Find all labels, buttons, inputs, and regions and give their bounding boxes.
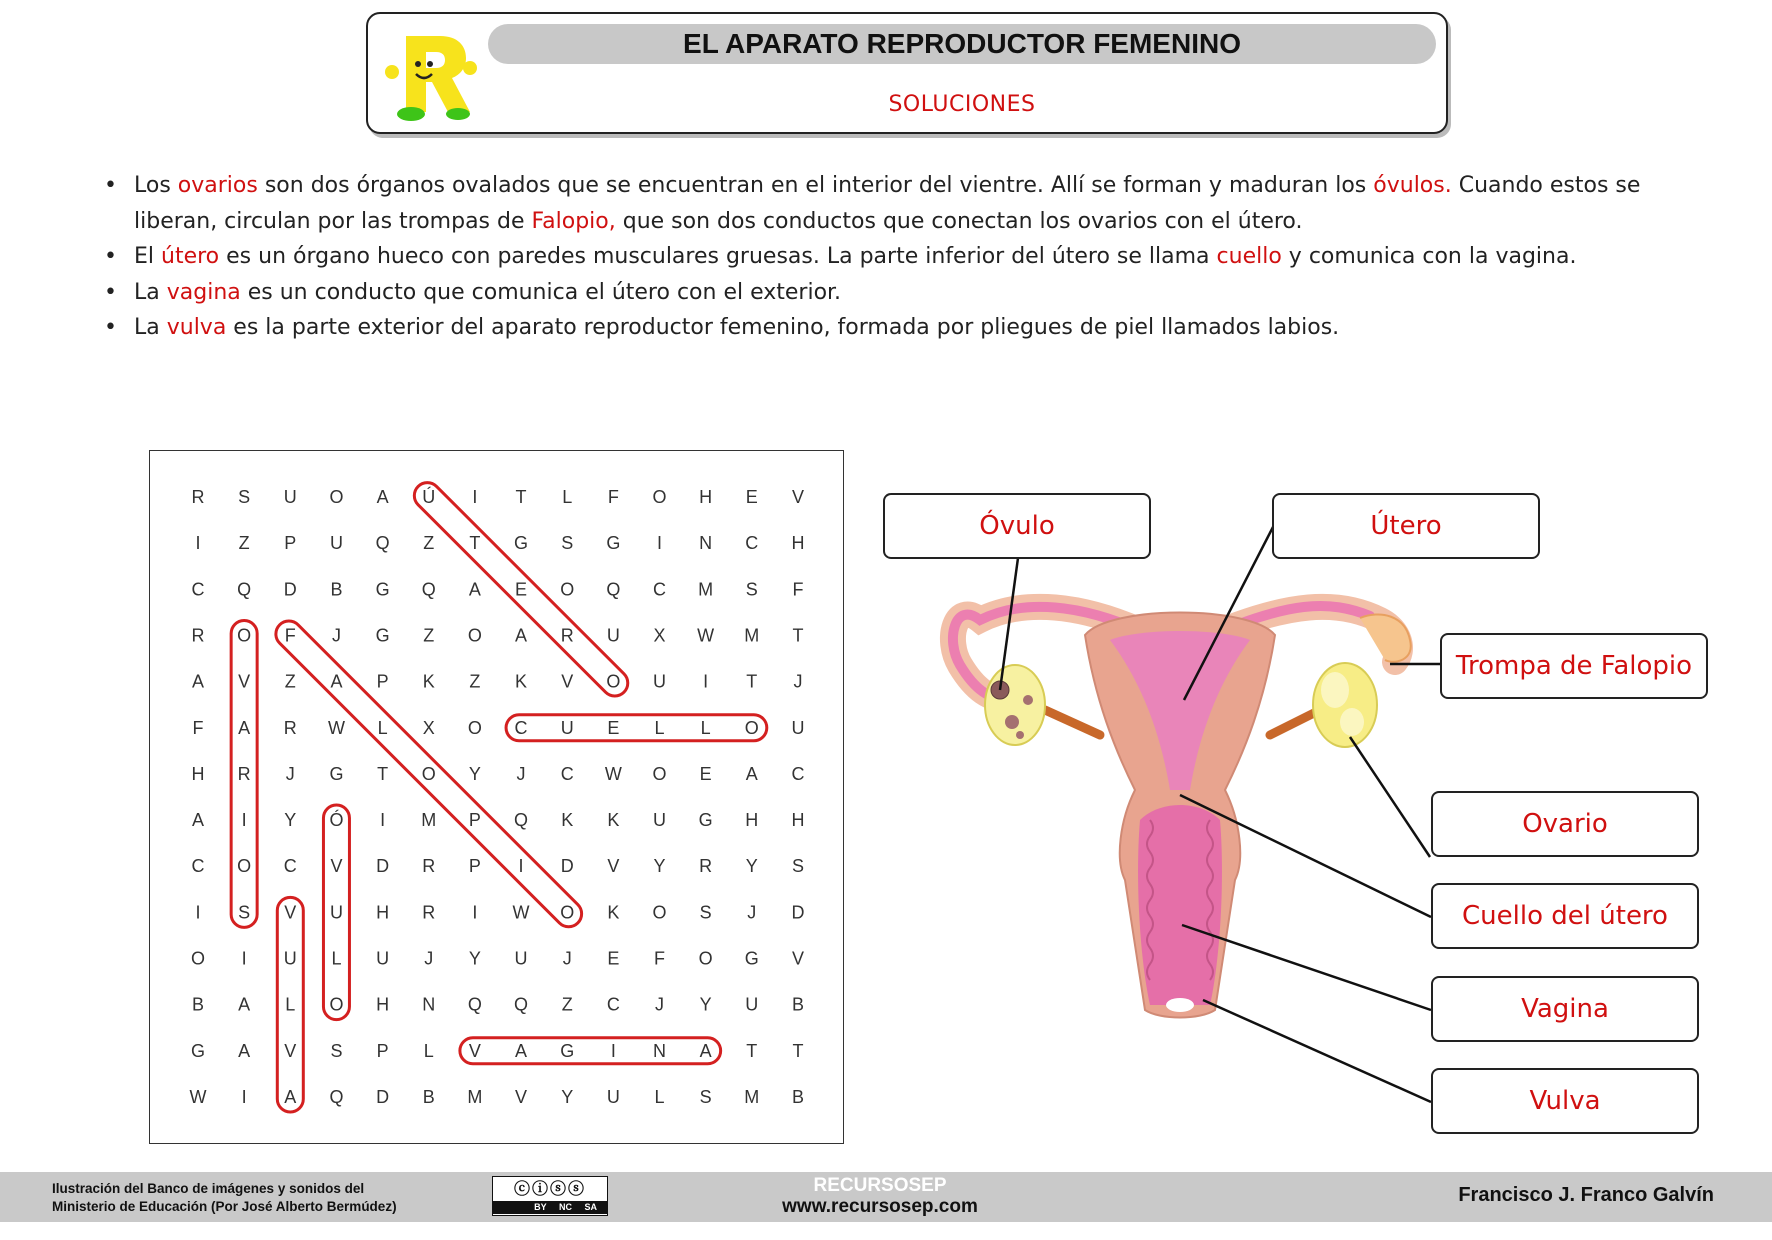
- bullet-text: Los: [134, 173, 178, 198]
- grid-letter: J: [747, 902, 757, 923]
- grid-letter: G: [190, 1040, 206, 1061]
- grid-letter: W: [697, 625, 715, 646]
- grid-letter: I: [472, 487, 478, 507]
- grid-letter: Q: [467, 994, 482, 1015]
- page-title: EL APARATO REPRODUCTOR FEMENINO: [488, 24, 1436, 64]
- grid-letter: X: [422, 717, 435, 738]
- grid-letter: H: [745, 810, 759, 831]
- label-ovulo: Óvulo: [883, 493, 1151, 559]
- grid-letter: Z: [423, 625, 435, 646]
- grid-letter: G: [606, 533, 621, 554]
- grid-letter: B: [791, 1086, 804, 1107]
- grid-letter: W: [327, 717, 345, 738]
- grid-letter: J: [562, 948, 572, 969]
- grid-letter: V: [238, 671, 251, 692]
- grid-letter: L: [700, 717, 711, 738]
- grid-letter: R: [237, 763, 251, 784]
- bullet-text: que son dos conductos que conectan los ovarios con el útero.: [615, 208, 1303, 234]
- bullet-text: es un conducto que comunica el útero con el exterior.: [240, 279, 842, 305]
- grid-letter: T: [792, 1040, 804, 1061]
- grid-letter: Z: [561, 994, 573, 1015]
- grid-letter: A: [376, 487, 389, 507]
- grid-letter: B: [191, 994, 205, 1015]
- grid-letter: E: [607, 717, 620, 738]
- grid-letter: P: [468, 810, 481, 831]
- bullet-text: es un órgano hueco con paredes musculares gruesas. La parte inferior del útero se llama: [219, 244, 1217, 269]
- grid-letter: X: [653, 625, 666, 646]
- label-vulva: Vulva: [1431, 1068, 1699, 1134]
- grid-letter: H: [376, 994, 390, 1015]
- creative-commons-icon: ⓒⓘⓢⓢ BY NC SA: [492, 1176, 608, 1216]
- grid-letter: R: [699, 856, 713, 877]
- grid-letter: Q: [421, 579, 436, 600]
- grid-letter: A: [745, 763, 758, 784]
- site-url-link[interactable]: www.recursosep.com: [782, 1196, 978, 1217]
- image-credit: Ilustración del Banco de imágenes y sonidos del Ministerio de Educación (Por José Alberto Bermúdez): [52, 1181, 397, 1214]
- grid-letter: G: [560, 1040, 575, 1061]
- grid-letter: Y: [284, 810, 297, 831]
- grid-letter: W: [189, 1086, 207, 1107]
- label-cuello-del-utero: Cuello del útero: [1431, 883, 1699, 949]
- grid-letter: U: [329, 902, 343, 923]
- grid-letter: J: [793, 671, 803, 692]
- keyword: óvulos.: [1373, 173, 1452, 198]
- grid-letter: C: [283, 856, 297, 877]
- bullet-text: Cuando estos se liberan, circulan por las trompas de: [134, 173, 1641, 234]
- grid-letter: H: [376, 902, 390, 923]
- grid-letter: N: [422, 994, 436, 1015]
- grid-letter: G: [514, 533, 529, 554]
- grid-letter: D: [791, 902, 805, 923]
- grid-letter: C: [606, 994, 620, 1015]
- grid-letter: O: [698, 948, 713, 969]
- grid-letter: J: [655, 994, 664, 1015]
- grid-letter: T: [746, 1040, 758, 1061]
- grid-letter: L: [423, 1040, 434, 1061]
- site-brand: RECURSOSEP www.recursosep.com: [700, 1176, 1060, 1218]
- grid-letter: C: [745, 533, 759, 554]
- grid-letter: S: [561, 533, 574, 554]
- grid-letter: G: [375, 625, 390, 646]
- grid-letter: Y: [468, 763, 481, 784]
- footer-bar: [0, 1172, 1772, 1222]
- grid-letter: O: [329, 994, 344, 1015]
- grid-letter: V: [791, 487, 804, 507]
- grid-letter: U: [283, 487, 297, 507]
- grid-letter: P: [284, 533, 297, 554]
- author-name: Francisco J. Franco Galvín: [1458, 1184, 1714, 1206]
- grid-letter: Z: [284, 671, 296, 692]
- grid-letter: V: [561, 671, 574, 692]
- keyword: cuello: [1216, 244, 1282, 269]
- grid-letter: B: [791, 994, 804, 1015]
- grid-letter: V: [607, 856, 620, 877]
- grid-letter: O: [237, 856, 252, 877]
- grid-letter: L: [562, 487, 573, 507]
- grid-letter: R: [191, 487, 205, 507]
- bullet-text: y comunica con la vagina.: [1281, 244, 1577, 269]
- grid-letter: A: [468, 579, 481, 600]
- grid-letter: K: [422, 671, 435, 692]
- keyword: vagina: [166, 279, 241, 305]
- grid-letter: L: [654, 1086, 665, 1107]
- grid-letter: U: [329, 533, 343, 554]
- keyword: Falopio,: [531, 208, 616, 234]
- grid-letter: F: [192, 717, 204, 738]
- grid-letter: D: [376, 856, 390, 877]
- bullet-text: son dos órganos ovalados que se encuentran en el interior del vientre. Allí se forman y maduran los: [257, 173, 1374, 198]
- grid-letter: O: [652, 763, 667, 784]
- grid-letter: O: [237, 625, 252, 646]
- bullet-text: La: [134, 279, 167, 305]
- grid-letter: E: [515, 579, 528, 600]
- grid-letter: M: [421, 810, 437, 831]
- grid-letter: Y: [653, 856, 666, 877]
- grid-letter: R: [422, 856, 436, 877]
- grid-letter: Ó: [329, 810, 344, 831]
- grid-letter: A: [238, 717, 251, 738]
- grid-letter: O: [744, 717, 759, 738]
- grid-letter: S: [699, 902, 712, 923]
- grid-letter: V: [330, 856, 343, 877]
- grid-letter: C: [191, 579, 205, 600]
- grid-letter: T: [746, 671, 758, 692]
- grid-letter: S: [745, 579, 758, 600]
- grid-letter: W: [604, 763, 622, 784]
- grid-letter: A: [238, 1040, 251, 1061]
- grid-letter: S: [330, 1040, 343, 1061]
- grid-letter: E: [745, 487, 758, 507]
- keyword: ovarios: [177, 173, 258, 198]
- grid-letter: B: [422, 1086, 435, 1107]
- grid-letter: R: [191, 625, 205, 646]
- grid-letter: L: [377, 717, 388, 738]
- grid-letter: O: [467, 625, 482, 646]
- grid-letter: T: [469, 533, 481, 554]
- grid-letter: O: [560, 902, 575, 923]
- grid-letter: I: [610, 1040, 616, 1061]
- grid-letter: Q: [514, 810, 529, 831]
- grid-letter: U: [653, 671, 666, 692]
- grid-letter: A: [330, 671, 343, 692]
- grid-letter: O: [560, 579, 575, 600]
- grid-letter: J: [285, 763, 295, 784]
- grid-letter: F: [284, 625, 296, 646]
- grid-letter: R: [560, 625, 574, 646]
- grid-letter: D: [560, 856, 574, 877]
- grid-letter: S: [238, 902, 251, 923]
- uterus-illustration: [953, 606, 1411, 1017]
- grid-letter: U: [560, 717, 574, 738]
- grid-letter: K: [561, 810, 574, 831]
- grid-letter: Z: [469, 671, 481, 692]
- grid-letter: O: [190, 948, 206, 969]
- grid-letter: H: [699, 487, 713, 507]
- grid-letter: F: [654, 948, 665, 969]
- grid-letter: J: [424, 948, 434, 969]
- grid-letter: Y: [745, 856, 758, 877]
- grid-letter: E: [699, 763, 712, 784]
- bullet-text: La: [134, 315, 167, 340]
- grid-letter: R: [283, 717, 297, 738]
- grid-letter: Y: [468, 948, 481, 969]
- grid-letter: L: [331, 948, 342, 969]
- grid-letter: W: [512, 902, 530, 923]
- grid-letter: P: [468, 856, 481, 877]
- grid-letter: Q: [237, 579, 252, 600]
- grid-letter: A: [191, 810, 205, 831]
- grid-letter: R: [422, 902, 436, 923]
- grid-letter: Q: [329, 1086, 344, 1107]
- grid-letter: Z: [423, 533, 435, 554]
- grid-letter: I: [241, 1086, 247, 1107]
- label-ovario: Ovario: [1431, 791, 1699, 857]
- grid-letter: Q: [514, 994, 529, 1015]
- grid-letter: F: [792, 579, 804, 600]
- bullet-text: es la parte exterior del aparato reproductor femenino, formada por pliegues de piel llamados labios.: [226, 315, 1340, 340]
- grid-letter: C: [560, 763, 574, 784]
- grid-letter: C: [791, 763, 805, 784]
- grid-letter: I: [703, 671, 709, 692]
- grid-letter: U: [514, 948, 528, 969]
- grid-letter: K: [607, 810, 620, 831]
- grid-letter: O: [467, 717, 482, 738]
- grid-letter: G: [375, 579, 390, 600]
- grid-letter: V: [284, 902, 297, 923]
- grid-letter: G: [329, 763, 344, 784]
- bullet-text: El: [134, 244, 162, 269]
- grid-letter: U: [745, 994, 759, 1015]
- grid-letter: J: [331, 625, 341, 646]
- grid-letter: I: [472, 902, 478, 923]
- grid-letter: Q: [375, 533, 390, 554]
- grid-letter: G: [698, 810, 713, 831]
- grid-letter: O: [421, 763, 436, 784]
- keyword: vulva: [166, 315, 227, 340]
- grid-letter: T: [792, 625, 804, 646]
- grid-letter: N: [653, 1040, 666, 1061]
- grid-letter: M: [744, 625, 760, 646]
- grid-letter: D: [376, 1086, 390, 1107]
- grid-letter: N: [699, 533, 713, 554]
- grid-letter: V: [468, 1040, 481, 1061]
- grid-letter: I: [195, 533, 201, 554]
- grid-letter: I: [241, 948, 247, 969]
- label-trompa-de-falopio: Trompa de Falopio: [1440, 633, 1708, 699]
- grid-letter: A: [699, 1040, 712, 1061]
- grid-letter: M: [698, 579, 714, 600]
- grid-letter: T: [515, 487, 527, 507]
- grid-letter: J: [516, 763, 526, 784]
- label-vagina: Vagina: [1431, 976, 1699, 1042]
- grid-letter: I: [518, 856, 524, 877]
- grid-letter: O: [652, 487, 667, 507]
- grid-letter: L: [654, 717, 665, 738]
- grid-letter: V: [284, 1040, 297, 1061]
- keyword: útero: [161, 244, 220, 269]
- grid-letter: C: [514, 717, 528, 738]
- grid-letter: Ú: [422, 487, 436, 507]
- grid-letter: H: [191, 763, 205, 784]
- grid-letter: L: [285, 994, 296, 1015]
- grid-letter: U: [653, 810, 666, 831]
- grid-letter: C: [653, 579, 666, 600]
- grid-letter: U: [606, 1086, 620, 1107]
- grid-letter: S: [791, 856, 804, 877]
- grid-letter: A: [238, 994, 251, 1015]
- grid-letter: A: [284, 1086, 297, 1107]
- grid-letter: B: [330, 579, 343, 600]
- grid-letter: K: [607, 902, 620, 923]
- right-ovary: [1313, 663, 1377, 747]
- grid-letter: D: [283, 579, 297, 600]
- grid-letter: I: [241, 810, 247, 831]
- grid-letter: U: [283, 948, 297, 969]
- grid-letter: I: [380, 810, 386, 831]
- grid-letter: F: [607, 487, 619, 507]
- grid-letter: V: [515, 1086, 528, 1107]
- grid-letter: O: [329, 487, 344, 507]
- grid-letter: T: [377, 763, 389, 784]
- grid-letter: E: [607, 948, 620, 969]
- grid-letter: Q: [606, 579, 621, 600]
- grid-letter: O: [606, 671, 621, 692]
- grid-letter: H: [791, 810, 805, 831]
- grid-letter: V: [791, 948, 804, 969]
- grid-letter: I: [656, 533, 663, 554]
- grid-letter: S: [699, 1086, 712, 1107]
- grid-letter: P: [376, 671, 389, 692]
- grid-letter: O: [652, 902, 667, 923]
- grid-letter: K: [515, 671, 528, 692]
- grid-letter: P: [376, 1040, 389, 1061]
- grid-letter: H: [791, 533, 805, 554]
- grid-letter: S: [238, 487, 251, 507]
- grid-letter: M: [467, 1086, 483, 1107]
- left-ovary: [985, 665, 1045, 745]
- grid-letter: Y: [699, 994, 712, 1015]
- grid-letter: I: [195, 902, 201, 923]
- grid-letter: G: [744, 948, 759, 969]
- grid-letter: A: [515, 625, 528, 646]
- grid-letter: U: [376, 948, 390, 969]
- label-utero: Útero: [1272, 493, 1540, 559]
- grid-letter: A: [515, 1040, 528, 1061]
- grid-letter: U: [791, 717, 805, 738]
- grid-letter: C: [191, 856, 205, 877]
- grid-letter: Y: [561, 1086, 574, 1107]
- grid-letter: U: [606, 625, 620, 646]
- grid-letter: A: [191, 671, 205, 692]
- page-subtitle: SOLUCIONES: [888, 92, 1036, 117]
- grid-letter: M: [744, 1086, 760, 1107]
- grid-letter: Z: [238, 533, 250, 554]
